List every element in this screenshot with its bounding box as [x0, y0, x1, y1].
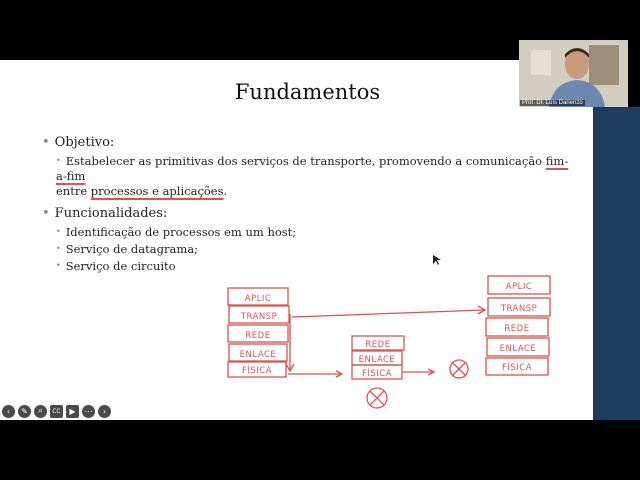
protocol-diagram [0, 60, 593, 420]
webcam-feed [519, 40, 628, 107]
left-label-2: TRANSP [240, 312, 278, 322]
underline-processos: processos e aplicações [90, 184, 224, 198]
slide-title: Fundamentos [234, 80, 381, 104]
func-item-3: • Serviço de circuito [56, 259, 176, 273]
func-item-2: • Serviço de datagrama; [56, 242, 198, 256]
more-icon[interactable]: ⋯ [82, 405, 95, 418]
pen-icon[interactable]: ✎ [18, 405, 31, 418]
left-label-5: FÍSICA [241, 366, 273, 376]
zoom-icon[interactable]: ⌕ [34, 405, 47, 418]
funcionalidades-heading: Funcionalidades: [54, 206, 168, 221]
mouse-cursor [433, 255, 441, 265]
back-arrow-icon[interactable]: ‹ [2, 405, 15, 418]
mid-label-3: FÍSICA [361, 369, 393, 379]
left-label-4: ENLACE [239, 350, 277, 360]
right-label-2: TRANSP [500, 304, 538, 314]
presentation-controls [2, 404, 111, 418]
right-label-5: FÍSICA [501, 363, 533, 373]
bottom-letterbox [0, 420, 640, 480]
left-label-1: APLIC [244, 294, 272, 304]
right-label-3: REDE [504, 324, 530, 334]
left-label-3: REDE [245, 331, 271, 341]
presenter-video [519, 40, 628, 107]
right-label-1: APLIC [505, 282, 533, 292]
bullet-funcionalidades: • Funcionalidades: [42, 206, 168, 221]
objetivo-heading: Objetivo: [54, 135, 115, 150]
func-item-1: • Identificação de processos em um host; [56, 225, 297, 239]
side-panel [593, 107, 640, 420]
objetivo-text: • Estabelecer as primitivas dos serviços de transporte, promovendo a comunicação fim-a-fim entre processos e aplicações. [56, 154, 569, 198]
forward-arrow-icon[interactable]: › [98, 405, 111, 418]
bullet-objetivo: • Objetivo: [42, 135, 115, 150]
captions-icon[interactable]: CC [50, 405, 63, 418]
presenter-name: Prof. Dr. Luís Darienzo [522, 100, 583, 106]
mid-label-2: ENLACE [358, 355, 396, 365]
right-label-4: ENLACE [499, 344, 537, 354]
video-icon[interactable]: ▶ [66, 405, 79, 418]
slide [0, 60, 593, 420]
underline-fim-a-fim: fim-a-fim [56, 154, 569, 183]
mid-label-1: REDE [365, 340, 391, 350]
